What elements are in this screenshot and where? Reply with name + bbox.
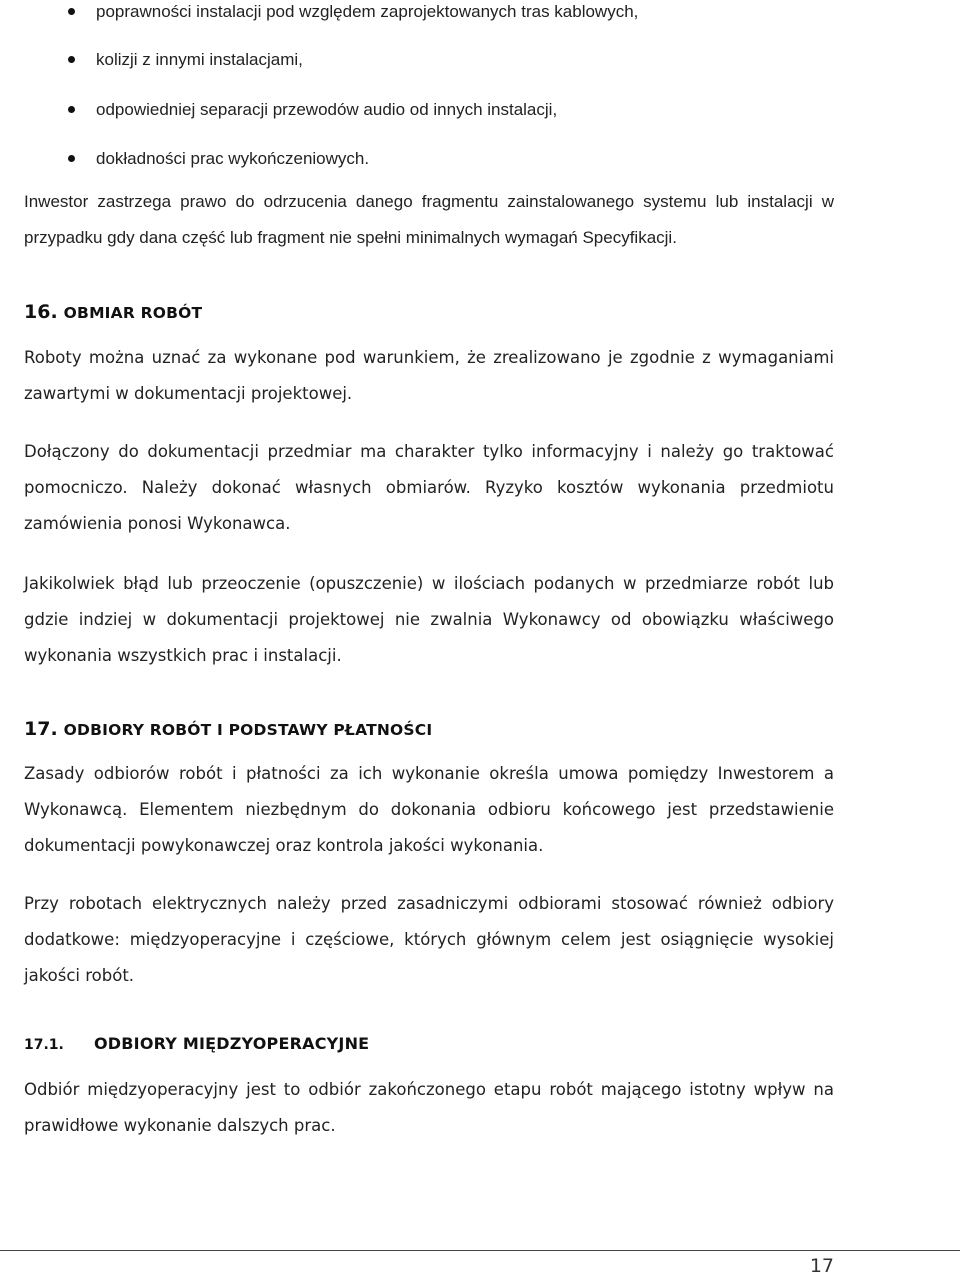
list-item: dokładności prac wykończeniowych. [96,147,369,171]
section-number: 17. [24,718,58,740]
section-title: ODBIORY ROBÓT I PODSTAWY PŁATNOŚCI [63,721,433,739]
section-heading-17 [24,715,432,744]
paragraph-investor: Inwestor zastrzega prawo do odrzucenia danego fragmentu zainstalowanego systemu lub instalacji w przypadku gdy dana część lub fragment nie spełni minimalnych wymagań Specyfikacji. [24,192,834,247]
paragraph: Zasady odbiorów robót i płatności za ich wykonanie określa umowa pomiędzy Inwestorem a Wykonawcą. Elementem niezbędnym do dokonania odbioru końcowego jest przedstawienie dokumentacji powykonawczej oraz kontrola jakości wykonania. [24,764,834,855]
section-heading-16 [24,298,202,327]
section-number: 16. [24,301,58,323]
paragraph: Dołączony do dokumentacji przedmiar ma charakter tylko informacyjny i należy go traktować pomocniczo. Należy dokonać własnych obmiarów. Ryzyko kosztów wykonania przedmiotu zamówienia ponosi Wykonawca. [24,442,834,533]
paragraph: Roboty można uznać za wykonane pod warunkiem, że zrealizowano je zgodnie z wymaganiami zawartymi w dokumentacji projektowej. [24,348,834,403]
section-title: ODBIORY MIĘDZYOPERACYJNE [94,1034,370,1053]
section-number: 17.1. [24,1037,64,1053]
page-number: 17 [809,1255,834,1277]
footer-divider [0,1250,960,1251]
paragraph: Przy robotach elektrycznych należy przed zasadniczymi odbiorami stosować również odbiory dodatkowe: międzyoperacyjne i częściowe, których głównym celem jest osiągnięcie wysokiej jakości robót. [24,894,834,985]
list-item: odpowiedniej separacji przewodów audio od innych instalacji, [96,98,557,122]
paragraph: Odbiór międzyoperacyjny jest to odbiór zakończonego etapu robót mającego istotny wpływ na prawidłowe wykonanie dalszych prac. [24,1080,834,1135]
section-heading-17-1 [24,1030,369,1059]
list-item: kolizji z innymi instalacjami, [96,48,303,72]
section-title: OBMIAR ROBÓT [63,304,203,322]
paragraph: Jakikolwiek błąd lub przeoczenie (opuszczenie) w ilościach podanych w przedmiarze robót lub gdzie indziej w dokumentacji projektowej nie zwalnia Wykonawcy od obowiązku właściwego wykonania wszystkich prac i instalacji. [24,574,834,665]
list-item: poprawności instalacji pod względem zaprojektowanych tras kablowych, [96,0,638,24]
